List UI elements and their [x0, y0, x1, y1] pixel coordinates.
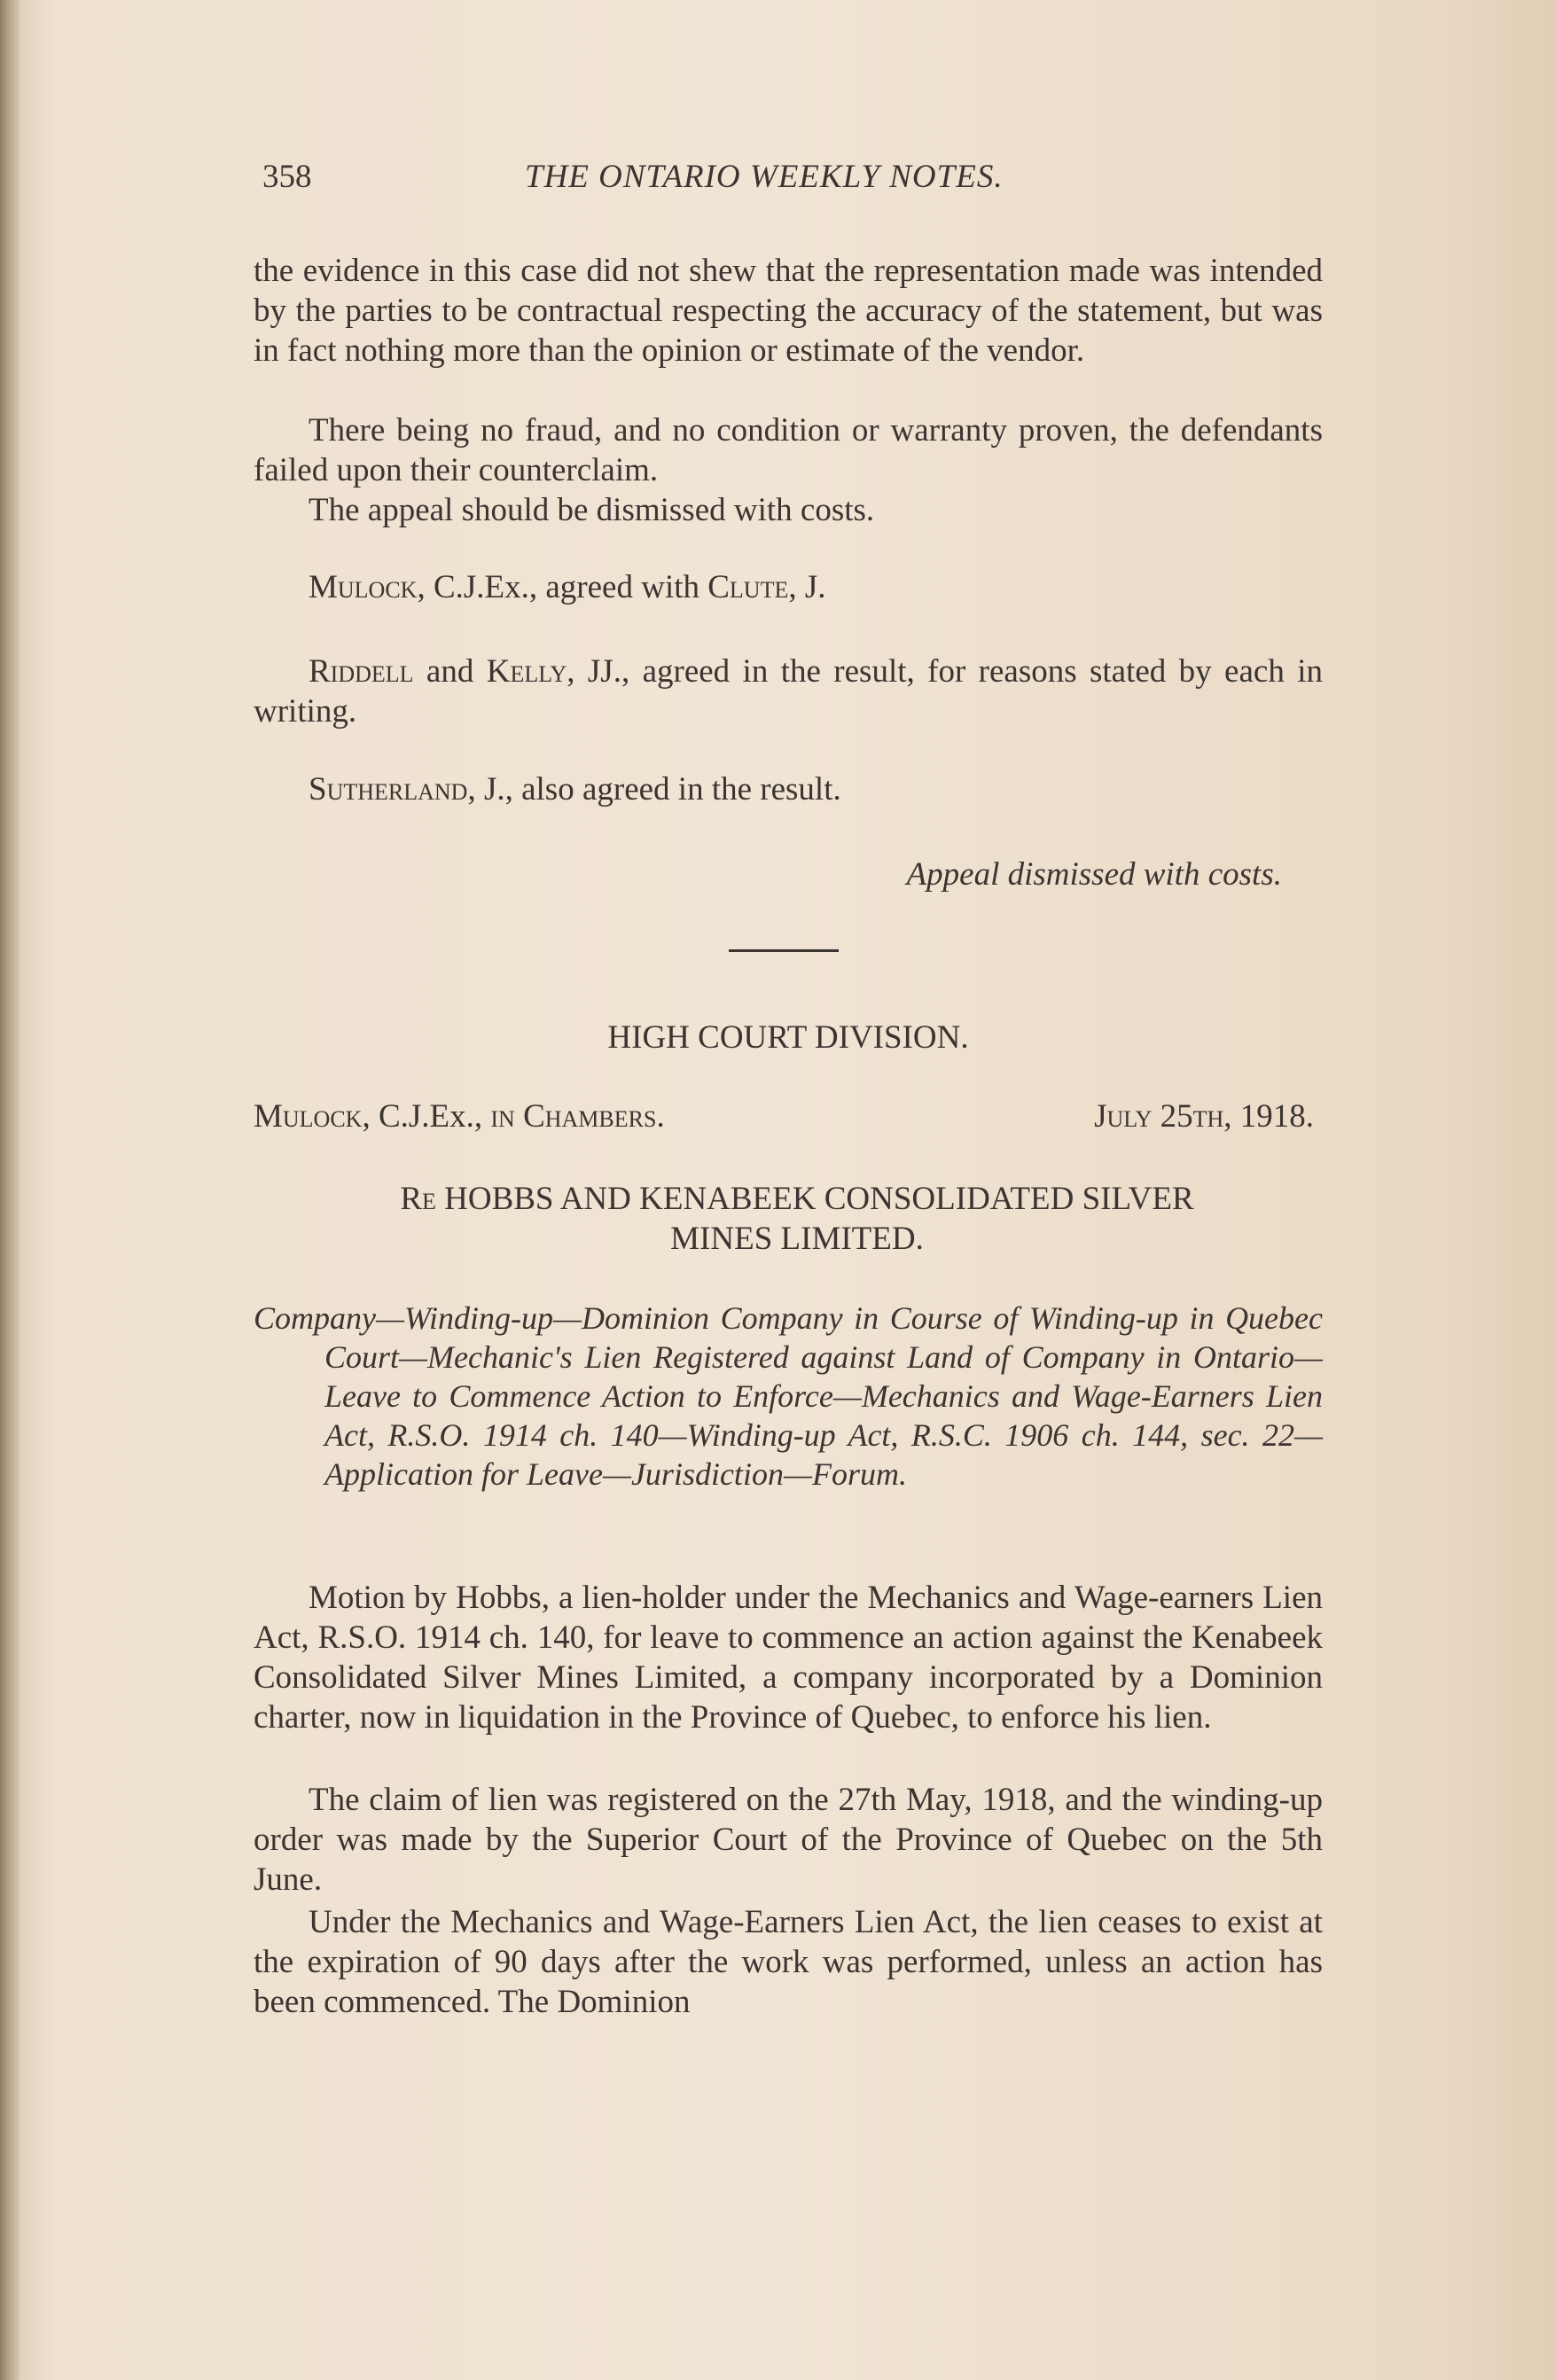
- concurrence-mulock: Mulock, C.J.Ex., agreed with Clute, J.: [309, 569, 826, 605]
- judge-name-mulock: Mulock: [309, 569, 418, 605]
- book-spine-shadow: [0, 0, 20, 2380]
- section-divider: [729, 949, 839, 952]
- case-date: July 25th, 1918.: [1094, 1098, 1314, 1135]
- running-head: [262, 158, 1323, 202]
- opening-paragraph-3: The appeal should be dismissed with costs.: [309, 492, 875, 528]
- judge-name-sutherland: Sutherland: [309, 771, 468, 808]
- case-meta-line: [254, 1097, 1314, 1142]
- result-line: Appeal dismissed with costs.: [906, 856, 1282, 893]
- judge-name-kelly: Kelly: [486, 653, 567, 690]
- page-number: 358: [262, 159, 312, 195]
- concurrence-riddell-kelly: Riddell and Kelly, JJ., agreed in the result, for reasons stated by each in writing.: [254, 653, 1323, 730]
- journal-title: THE ONTARIO WEEKLY NOTES.: [525, 159, 1004, 195]
- judge-name-clute: Clute: [707, 569, 789, 605]
- judge-name-riddell: Riddell: [309, 653, 414, 690]
- body-paragraph-3: Under the Mechanics and Wage-Earners Lien Act, the lien ceases to exist at the expiration of 90 days after the work was performed, unless an action has been commenced. The Dominion: [254, 1904, 1323, 2020]
- headnote: Company—Winding-up—Dominion Company in Course of Winding-up in Quebec Court—Mechanic's Lien Registered against Land of Company in Ontario—Leave to Commence Action to Enforce—Mechanics and Wage-Earners Lien Act, R.S.O. 1914 ch. 140—Winding-up Act, R.S.C. 1906 ch. 144, sec. 22—Application for Leave—Jurisdiction—Forum.: [254, 1300, 1323, 1492]
- concurrence-sutherland: Sutherland, J., also agreed in the result.: [309, 771, 841, 808]
- opening-paragraph-1: the evidence in this case did not shew that the representation made was intended by the parties to be contractual respecting the accuracy of the statement, but was in fact nothing more than the opinion or estimate of the vendor.: [254, 253, 1323, 369]
- judge-in-chambers: Mulock, C.J.Ex., in Chambers.: [254, 1098, 665, 1135]
- body-paragraph-1: Motion by Hobbs, a lien-holder under the Mechanics and Wage-earners Lien Act, R.S.O. 1914 ch. 140, for leave to commence an action against the Kenabeek Consolidated Silver Mines Limited, a company incorporated by a Dominion charter, now in liquidation in the Province of Quebec, to enforce his lien.: [254, 1580, 1323, 1736]
- opening-paragraph-2: There being no fraud, and no condition or warranty proven, the defendants failed upon their counterclaim.: [254, 412, 1323, 488]
- case-title: [262, 1179, 1332, 1259]
- case-title-line-1: Re HOBBS AND KENABEEK CONSOLIDATED SILVER: [400, 1181, 1194, 1217]
- body-paragraph-2: The claim of lien was registered on the 27th May, 1918, and the winding-up order was made by the Superior Court of the Province of Quebec on the 5th June.: [254, 1782, 1323, 1898]
- case-title-line-2: MINES LIMITED.: [670, 1221, 924, 1257]
- division-heading: HIGH COURT DIVISION.: [607, 1019, 969, 1056]
